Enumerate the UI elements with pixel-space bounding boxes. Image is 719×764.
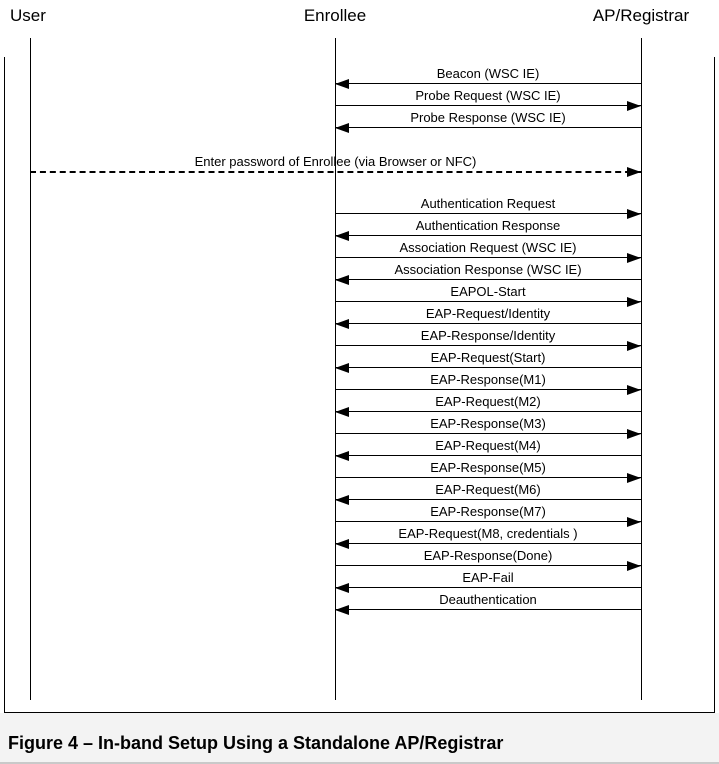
message-line (335, 127, 641, 128)
message-label: Authentication Request (420, 196, 556, 211)
message-line (335, 257, 641, 258)
message-label: EAP-Response(M3) (430, 416, 546, 431)
message-line (335, 587, 641, 588)
message-line (335, 83, 641, 84)
message-line (30, 171, 641, 173)
message-label: EAP-Response(M7) (430, 504, 546, 519)
message-line (335, 301, 641, 302)
message-line (335, 609, 641, 610)
message-label: Association Request (WSC IE) (399, 240, 577, 255)
message-label: Probe Request (WSC IE) (415, 88, 561, 103)
message-label: Enter password of Enrollee (via Browser or NFC) (194, 154, 477, 169)
figure-caption: Figure 4 – In-band Setup Using a Standalone AP/Registrar (8, 733, 504, 753)
message-line (335, 213, 641, 214)
message-label: Association Response (WSC IE) (394, 262, 582, 277)
message-label: EAP-Response(Done) (423, 548, 553, 563)
message-label: EAP-Response(M5) (430, 460, 546, 475)
message-line (335, 565, 641, 566)
message-line (335, 235, 641, 236)
message-line (335, 543, 641, 544)
lifeline-label-user: User (10, 6, 46, 25)
message-label: EAP-Request(M4) (435, 438, 541, 453)
message-label: EAP-Request(Start) (430, 350, 546, 365)
message-line (335, 367, 641, 368)
figure-border-bottom (4, 712, 715, 713)
message-line (335, 323, 641, 324)
message-label: EAP-Request(M6) (435, 482, 541, 497)
message-line (335, 411, 641, 412)
lifeline-user (30, 38, 31, 700)
message-label: Deauthentication (439, 592, 537, 607)
message-label: EAP-Request(M2) (435, 394, 541, 409)
message-label: EAP-Request(M8, credentials ) (398, 526, 578, 541)
message-label: Probe Response (WSC IE) (410, 110, 566, 125)
message-line (335, 521, 641, 522)
message-line (335, 389, 641, 390)
message-line (335, 105, 641, 106)
lifeline-label-ap-registrar: AP/Registrar (592, 6, 690, 25)
message-line (335, 477, 641, 478)
figure-border-right (714, 57, 715, 712)
arrowhead-right-icon (627, 167, 641, 177)
message-label: EAP-Response/Identity (420, 328, 556, 343)
message-label: Authentication Response (415, 218, 561, 233)
message-line (335, 433, 641, 434)
lifeline-label-enrollee: Enrollee (303, 6, 367, 25)
message-line (335, 279, 641, 280)
message-label: EAPOL-Start (450, 284, 526, 299)
message-label: EAP-Fail (462, 570, 514, 585)
figure-border-left (4, 57, 5, 712)
message-line (335, 455, 641, 456)
message-label: Beacon (WSC IE) (436, 66, 540, 81)
message-line (335, 345, 641, 346)
message-label: EAP-Response(M1) (430, 372, 546, 387)
message-label: EAP-Request/Identity (425, 306, 551, 321)
message-line (335, 499, 641, 500)
